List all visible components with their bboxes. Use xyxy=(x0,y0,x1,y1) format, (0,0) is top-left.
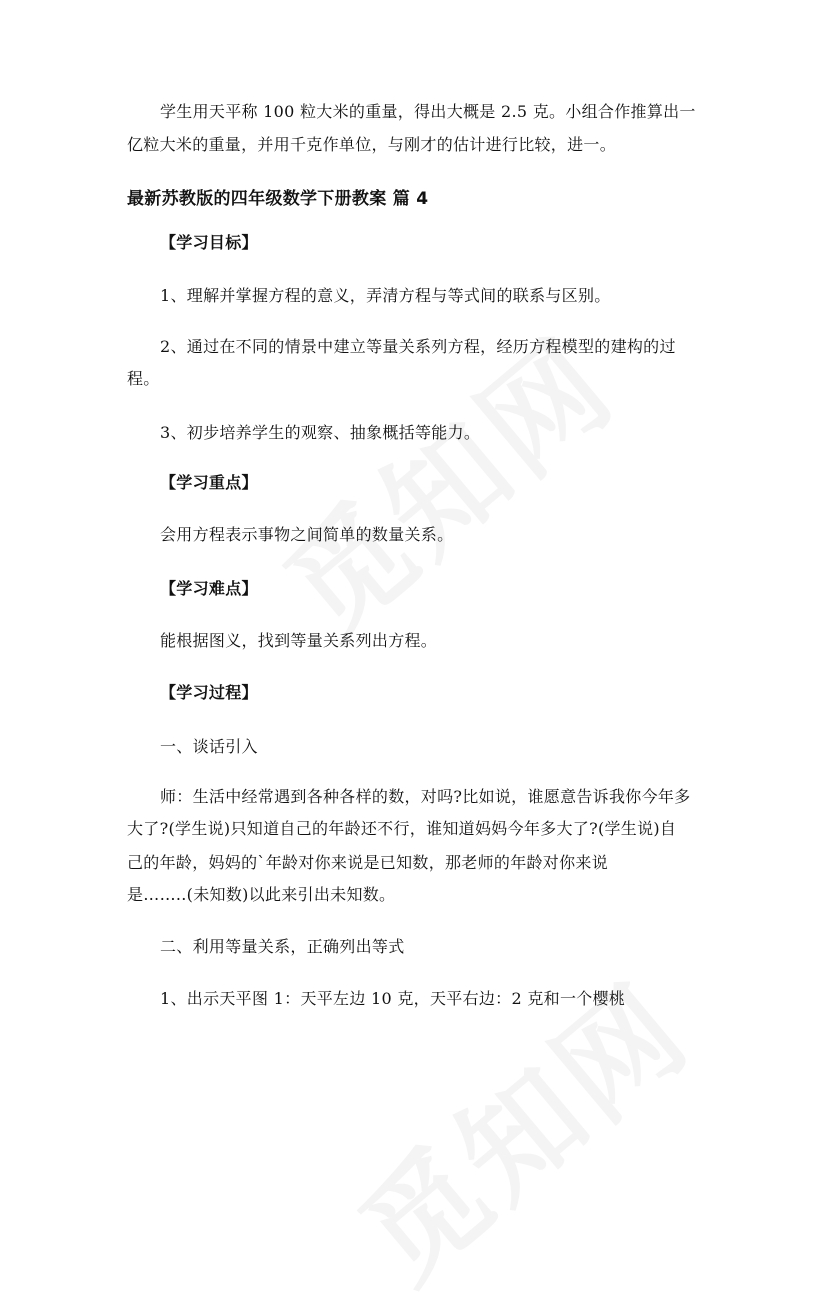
focus-text: 会用方程表示事物之间简单的数量关系。 xyxy=(160,525,454,544)
process-header: 【学习过程】 xyxy=(160,683,258,702)
goal-3: 3、初步培养学生的观察、抽象概括等能力。 xyxy=(160,423,481,442)
difficulty-header: 【学习难点】 xyxy=(160,579,258,598)
intro-line-2: 亿粒大米的重量，并用千克作单位，与刚才的估计进行比较，进一。 xyxy=(127,135,617,154)
goal-1: 1、理解并掌握方程的意义，弄清方程与等式间的联系与区别。 xyxy=(160,286,611,305)
teacher-line-4: 是……..(未知数)以此来引出未知数。 xyxy=(127,885,396,904)
section-title: 最新苏教版的四年级数学下册教案 篇 4 xyxy=(127,189,429,209)
goals-header: 【学习目标】 xyxy=(160,233,258,252)
step-1-title: 一、谈话引入 xyxy=(160,737,258,756)
teacher-line-3: 己的年龄，妈妈的`年龄对你来说是已知数，那老师的年龄对你来说 xyxy=(127,853,609,872)
goal-2-line-2: 程。 xyxy=(127,369,160,388)
intro-line-1: 学生用天平称 100 粒大米的重量，得出大概是 2.5 克。小组合作推算出一 xyxy=(160,102,696,121)
teacher-line-1: 师：生活中经常遇到各种各样的数，对吗?比如说，谁愿意告诉我你今年多 xyxy=(160,787,691,806)
teacher-line-2: 大了?(学生说)只知道自己的年龄还不行，谁知道妈妈今年多大了?(学生说)自 xyxy=(127,819,677,838)
step-2-title: 二、利用等量关系，正确列出等式 xyxy=(160,937,405,956)
difficulty-text: 能根据图义，找到等量关系列出方程。 xyxy=(160,631,438,650)
step-2-item-1: 1、出示天平图 1：天平左边 10 克，天平右边：2 克和一个樱桃 xyxy=(160,989,626,1008)
goal-2-line-1: 2、通过在不同的情景中建立等量关系列方程，经历方程模型的建构的过 xyxy=(160,337,676,356)
focus-header: 【学习重点】 xyxy=(160,473,258,492)
